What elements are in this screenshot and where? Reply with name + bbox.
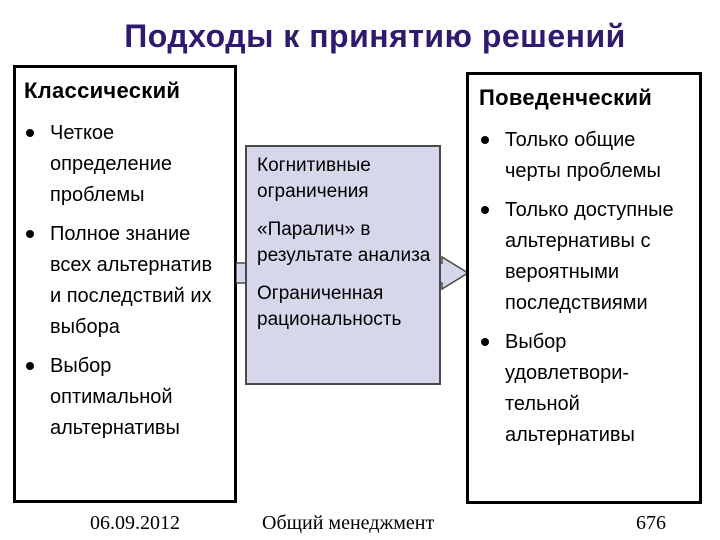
constraint-line: «Паралич» в результате анализа [257, 219, 431, 266]
constraint-line: Ограниченная рациональность [257, 283, 402, 330]
classical-list [24, 118, 228, 444]
constraints-box [245, 145, 441, 385]
constraint-line: Когнитивные ограничения [257, 155, 371, 202]
behavioral-heading: Поведенческий [479, 85, 653, 110]
behavioral-item: Только общие черты проблемы [479, 125, 693, 187]
slide-title: Подходы к принятию решений [124, 18, 626, 54]
behavioral-approach-box [466, 72, 702, 504]
classical-heading: Классический [24, 78, 181, 103]
footer-page-number: 676 [636, 512, 666, 534]
classical-item: Четкое определение проблемы [24, 118, 228, 211]
footer-date: 06.09.2012 [90, 512, 180, 534]
behavioral-item: Только доступные альтернативы с вероятными последствиями [479, 195, 693, 319]
classical-approach-box [13, 65, 237, 503]
classical-item: Полное знание всех альтернатив и последствий их выбора [24, 219, 228, 343]
behavioral-list [479, 125, 693, 451]
classical-item: Выбор оптимальной альтернативы [24, 351, 228, 444]
behavioral-item: Выбор удовлетвори-тельной альтернативы [479, 327, 693, 451]
footer-course: Общий менеджмент [262, 512, 435, 534]
